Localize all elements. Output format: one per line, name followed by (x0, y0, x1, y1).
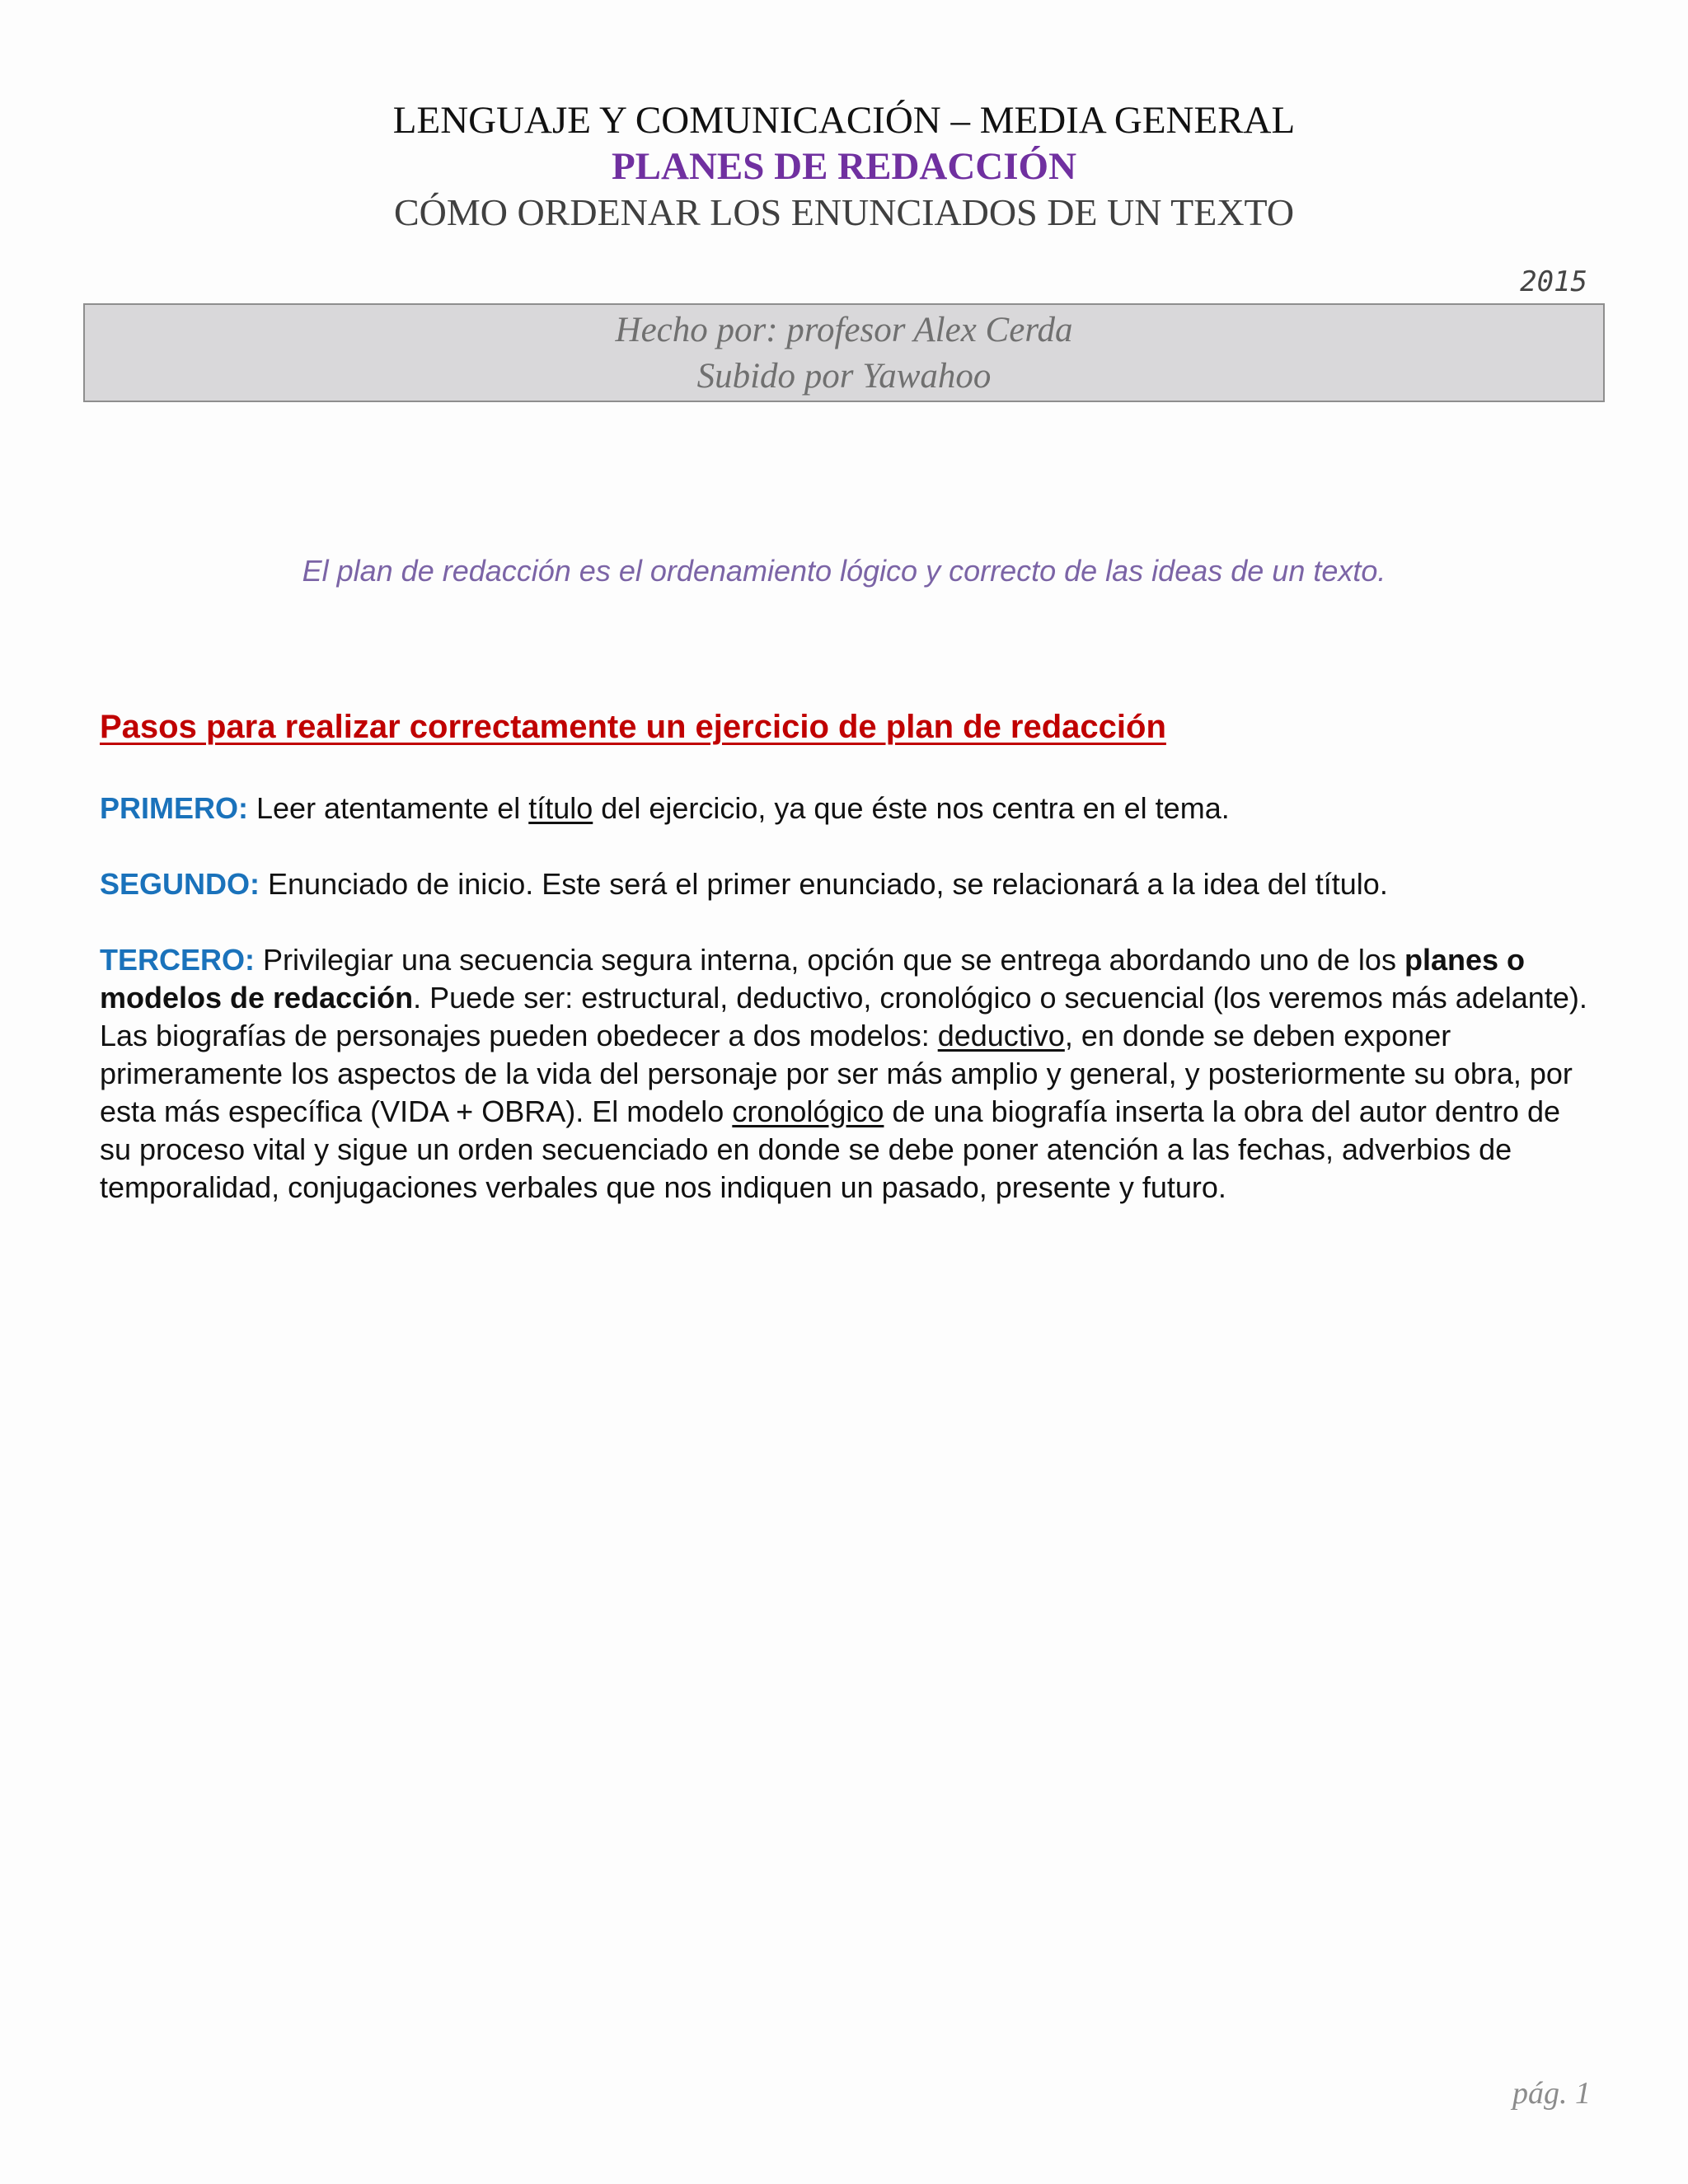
biographies-paragraph (100, 1017, 1600, 1207)
biographies-deductivo: deductivo (937, 1019, 1065, 1052)
document-title: PLANES DE REDACCIÓN (611, 145, 1077, 188)
credits-box (83, 303, 1605, 402)
section-title: Pasos para realizar correctamente un ejercicio de plan de redacción (100, 709, 1166, 745)
document-header (0, 97, 1688, 236)
step-segundo-text: Enunciado de inicio. Este será el primer enunciado, se relacionará a la idea del título. (260, 867, 1388, 901)
page-number: pág. 1 (1512, 2076, 1591, 2111)
document-subtitle: CÓMO ORDENAR LOS ENUNCIADOS DE UN TEXTO (393, 191, 1295, 233)
author-credit: Hecho por: profesor Alex Cerda (615, 311, 1073, 349)
biographies-part1: Las biografías de personajes pueden obedecer a dos modelos: (100, 1019, 938, 1052)
document-body (100, 790, 1600, 1207)
step-primero-underlined: título (528, 791, 593, 825)
biographies-part2: , en donde se deben exponer primeramente los aspectos de la vida del personaje por ser más amplio y general, y posteriormente su obra, por esta más específica (VIDA + OBRA). El modelo (100, 1019, 1573, 1128)
step-primero-text-after: del ejercicio, ya que éste nos centra en el tema. (593, 791, 1230, 825)
subject-heading: LENGUAJE Y COMUNICACIÓN – MEDIA GENERAL (392, 99, 1296, 142)
intro-definition: El plan de redacción es el ordenamiento lógico y correcto de las ideas de un texto. (302, 554, 1386, 588)
step-tercero-text-before: Privilegiar una secuencia segura interna, opción que se entrega abordando uno de los (255, 943, 1404, 977)
year-label: 2015 (1520, 265, 1587, 298)
step-primero-text-before: Leer atentamente el (248, 791, 529, 825)
step-tercero (100, 941, 1600, 1017)
step-label-tercero: TERCERO: (100, 943, 255, 977)
step-segundo (100, 865, 1600, 903)
biographies-part3: de una biografía inserta la obra del autor dentro de su proceso vital y sigue un orden secuenciado en donde se debe poner atención a las fechas, adverbios de temporalidad, conjugaciones verbales que nos indiquen un pasado, presente y futuro. (100, 1094, 1561, 1204)
step-tercero-bold: planes o modelos de redacción (100, 943, 1525, 1015)
uploader-credit: Subido por Yawahoo (696, 357, 992, 396)
step-primero (100, 790, 1600, 827)
step-label-primero: PRIMERO: (100, 791, 248, 825)
step-label-segundo: SEGUNDO: (100, 867, 260, 901)
step-tercero-text-after: . Puede ser: estructural, deductivo, cronológico o secuencial (los veremos más adelante). (413, 981, 1587, 1015)
biographies-cronologico: cronológico (732, 1094, 884, 1128)
